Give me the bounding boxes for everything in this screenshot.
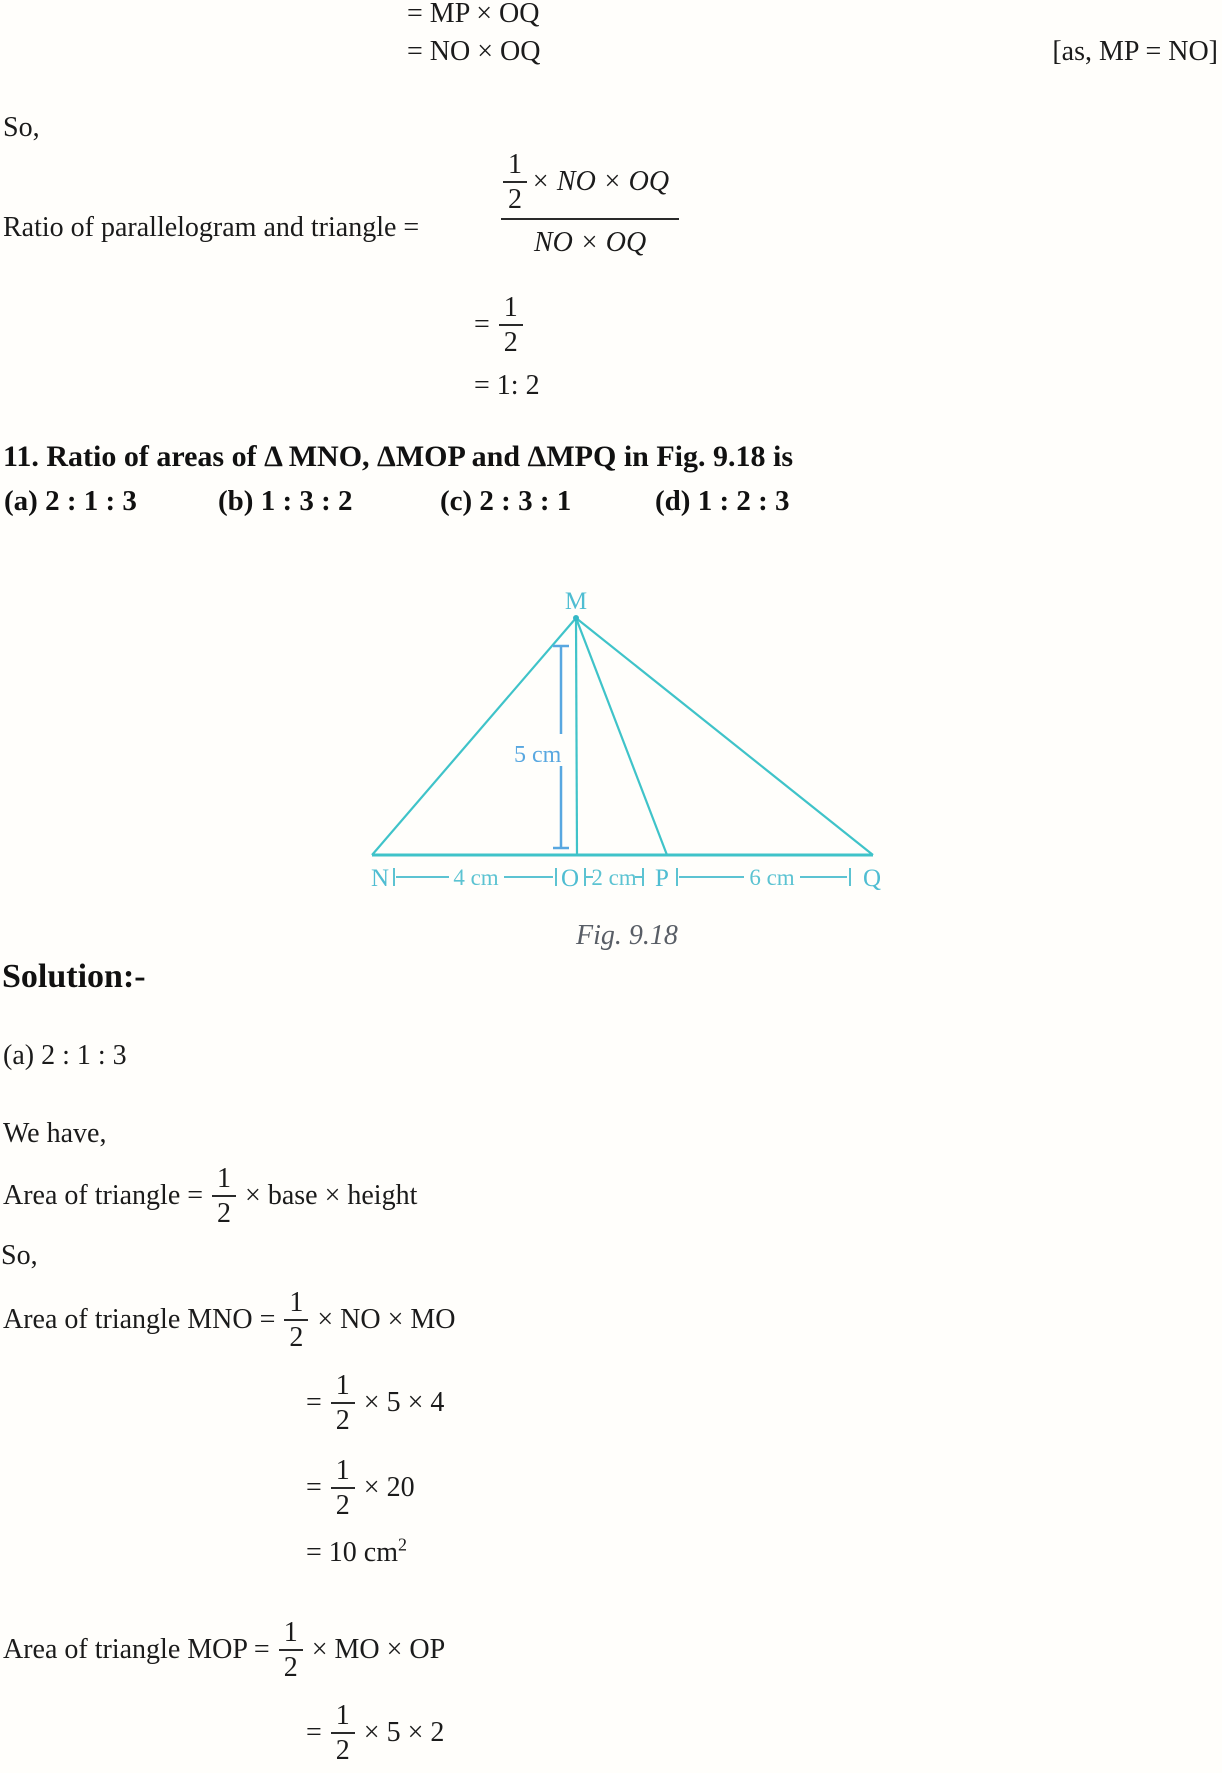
option-c: (c) 2 : 3 : 1 <box>440 485 572 517</box>
vertex-label-q: Q <box>862 865 882 892</box>
fraction-denominator: 2 <box>503 181 527 214</box>
mop-line-1 <box>3 1610 445 1690</box>
triangle-lines <box>372 618 873 855</box>
equation-no-oq: = NO × OQ <box>407 36 541 67</box>
mno-terms: × NO × MO <box>317 1304 456 1335</box>
so-text-2: So, <box>1 1240 38 1271</box>
equation-mp-oq: = MP × OQ <box>407 0 540 29</box>
vertex-label-o: O <box>560 865 580 892</box>
question-heading: 11. Ratio of areas of Δ MNO, ΔMOP and ΔMPQ in Fig. 9.18 is <box>3 440 794 473</box>
option-b: (b) 1 : 3 : 2 <box>218 485 353 517</box>
half-fraction <box>503 150 527 215</box>
vertex-label-n: N <box>370 865 390 892</box>
fraction-numerator: 1 <box>335 1454 350 1486</box>
half-fraction <box>331 1701 355 1766</box>
option-d: (d) 1 : 2 : 3 <box>655 485 790 517</box>
formula-terms: × base × height <box>245 1180 418 1211</box>
equals-sign: = <box>306 1387 322 1418</box>
mop-line-2 <box>306 1693 444 1773</box>
fraction-denominator: 2 <box>279 1649 303 1682</box>
fraction-numerator: 1 <box>335 1369 350 1401</box>
ratio-line-label: Ratio of parallelogram and triangle = <box>3 212 420 243</box>
final-ratio-line: = 1: 2 <box>474 370 540 401</box>
fraction-denominator: 2 <box>331 1402 355 1435</box>
mno-label: Area of triangle MNO = <box>3 1304 276 1335</box>
apex-point <box>573 615 579 621</box>
mno-result-line <box>306 1534 407 1569</box>
half-fraction <box>499 293 523 358</box>
mno-values: × 5 × 4 <box>363 1387 445 1418</box>
fraction-numerator: 1 <box>503 291 518 323</box>
equals-sign: = <box>306 1472 322 1503</box>
options-row <box>0 485 1222 525</box>
equals-sign: = <box>474 309 490 340</box>
half-result-line <box>474 285 523 365</box>
ratio-fraction-denominator: NO × OQ <box>501 218 679 259</box>
fraction-numerator: 1 <box>289 1286 304 1318</box>
ratio-fraction <box>501 150 679 259</box>
area-formula-line <box>3 1156 417 1236</box>
so-text-1: So, <box>3 112 40 143</box>
dim-label-pq: 6 cm <box>749 865 795 890</box>
fraction-denominator: 2 <box>331 1732 355 1765</box>
vertex-label-m: M <box>564 588 588 615</box>
solution-heading: Solution:- <box>2 958 146 995</box>
formula-label: Area of triangle = <box>3 1180 204 1211</box>
fraction-numerator: 1 <box>508 149 522 180</box>
half-fraction <box>279 1618 303 1683</box>
half-fraction <box>331 1456 355 1521</box>
dim-label-op: 2 cm <box>591 865 637 890</box>
mop-values: × 5 × 2 <box>363 1717 445 1748</box>
option-a: (a) 2 : 1 : 3 <box>4 485 137 517</box>
altitude-m-o <box>576 618 577 855</box>
vertex-labels <box>371 588 881 892</box>
mno-product: × 20 <box>363 1472 415 1503</box>
mno-line-3 <box>306 1448 415 1528</box>
half-fraction <box>331 1371 355 1436</box>
equals-sign: = <box>306 1717 322 1748</box>
mno-line-2 <box>306 1363 444 1443</box>
numerator-terms: × NO × OQ <box>531 166 670 198</box>
mno-line-1 <box>3 1280 456 1360</box>
fraction-numerator: 1 <box>335 1699 350 1731</box>
fraction-numerator: 1 <box>217 1162 232 1194</box>
ratio-fraction-numerator <box>501 150 679 218</box>
figure-caption: Fig. 9.18 <box>576 920 678 951</box>
we-have-text: We have, <box>3 1118 107 1149</box>
aside-note: [as, MP = NO] <box>1052 36 1218 67</box>
half-fraction <box>284 1288 308 1353</box>
edge-m-n <box>372 618 576 855</box>
vertex-label-p: P <box>655 865 669 892</box>
half-fraction <box>212 1164 236 1229</box>
squared-superscript: 2 <box>398 1534 407 1555</box>
fraction-numerator: 1 <box>283 1616 298 1648</box>
fig-9-18-diagram <box>340 575 900 960</box>
dim-label-no: 4 cm <box>453 865 499 890</box>
answer-line: (a) 2 : 1 : 3 <box>3 1040 127 1071</box>
height-label: 5 cm <box>514 742 562 768</box>
fraction-denominator: 2 <box>284 1319 308 1352</box>
mop-label: Area of triangle MOP = <box>3 1634 270 1665</box>
fraction-denominator: 2 <box>499 324 523 357</box>
fraction-denominator: 2 <box>212 1195 236 1228</box>
fraction-denominator: 2 <box>331 1487 355 1520</box>
mno-result-value: = 10 cm <box>306 1537 398 1568</box>
mop-terms: × MO × OP <box>311 1634 446 1665</box>
